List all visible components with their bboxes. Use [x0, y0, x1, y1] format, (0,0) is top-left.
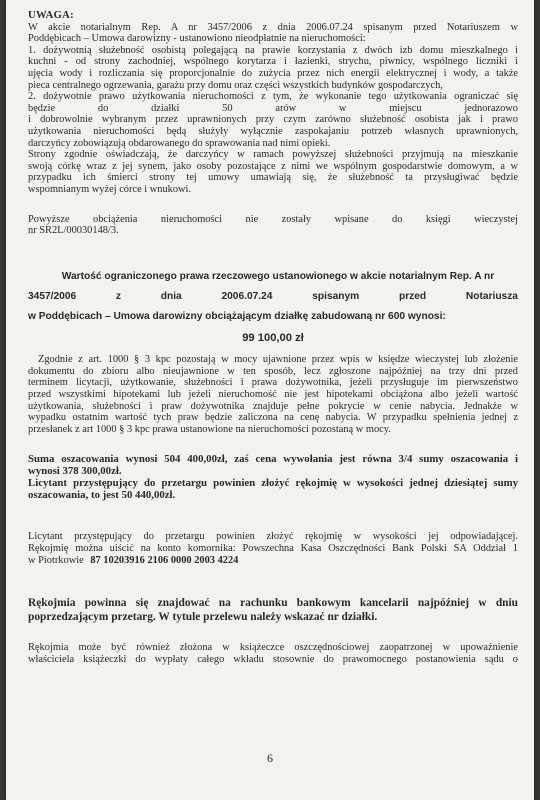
text-line: Zgodnie z art. 1000 § 3 kpc pozostają w mocy ujawnione przez wpis w księdze wieczystej lub złożenie: [38, 354, 518, 366]
text-line: kuchni - od strony zachodniej, wspólnego korytarza i łazienki, strychu, piwnicy, wspólnego liczniki i: [28, 56, 518, 68]
text-line: Suma oszacowania wynosi 504 400,00zł, zaś cena wywołania jest równa 3/4 sumy oszacowania i: [28, 453, 518, 466]
text-line: darczyńcy zobowiązują obdarowanego do sprawowania nad nimi opieki.: [28, 137, 331, 149]
text-line: przesłanek z art 1000 § 3 kpc prawa ustanowione na nieruchomości pozostaną w mocy.: [28, 423, 391, 435]
text-line: wypadku ostatnim wartość tych praw będzie zaliczona na cenę nabycia. W przypadku spełnienia jednej z: [28, 412, 518, 424]
right-value-amount: 99 100,00 zł: [242, 331, 304, 344]
text-line: użytkowania nieruchomości będą służyły wyłącznie zaspokajaniu potrzeb własnych uprawnionych,: [28, 125, 518, 137]
text-line: w Poddębicach – Umowa darowizny obciążającym działkę zabudowaną nr 600 wynosi:: [28, 310, 446, 322]
text-line: nr SR2L/00030148/3.: [28, 225, 119, 237]
text-fragment: w Piotrkowie: [28, 554, 84, 566]
text-line: Powyższe obciążenia nieruchomości nie zostały wpisane do księgi wieczystej: [28, 213, 518, 225]
text-line: pieca centralnego ogrzewania, garażu przy domu oraz części wszystkich budynków gospodarczych,: [28, 79, 443, 91]
text-word: z: [115, 290, 122, 302]
text-line: swoją córkę wraz z jej synem, jako osoby pozostające z nimi we wspólnym gospodarstwie domowym, a w: [28, 160, 518, 172]
text-line: Rękojmia powinna się znajdować na rachunku bankowym kancelarii najpóźniej w dniu: [28, 597, 518, 610]
remark-section: [28, 10, 518, 196]
text-line: Licytant przystępujący do przetargu powinien złożyć rękojmię w wysokości jednej dziesiątej sumy: [28, 477, 518, 490]
text-word: Notariusza: [465, 290, 518, 302]
text-word: przed: [398, 290, 427, 302]
text-line: przypadku ich śmierci strony tej umowy umawiają się, że służebność ta przysługiwać będzie: [28, 172, 518, 184]
deposit-account-section: [28, 531, 518, 566]
legal-basis-section: [28, 354, 518, 435]
text-word: spisanym: [312, 290, 360, 302]
document-content: [28, 10, 518, 665]
text-line: [28, 287, 518, 307]
document-page: [6, 0, 534, 800]
text-line: poprzedzającym przetarg. W tytule przelewu należy wskazać nr działki.: [28, 611, 378, 624]
text-line: będzie do działki 50 arów w miejscu jednorazowo: [28, 102, 518, 114]
text-line: 2. dożywotnie prawo użytkowania nieruchomości z tym, że wykonanie tego użytkowania ograniczać się: [28, 91, 518, 103]
encumbrance-note: [28, 214, 518, 237]
text-line: wspomnianym wyżej córce i wnukowi.: [28, 183, 192, 195]
text-line: i dobrowolnie wybranym przez uprawnionych przy czym zarówno służebność osobista jak i prawo: [28, 114, 518, 126]
text-line: W akcie notarialnym Rep. A nr 3457/2006 z dnia 2006.07.24 spisanym przed Notariuszem w: [28, 21, 518, 33]
text-line: przed wszystkimi hipotekami lub jeżeli nieruchomość nie jest hipotekami obciążona albo jeżeli wartość: [28, 389, 518, 401]
text-word: 2006.07.24: [221, 290, 273, 302]
text-line: właściciela książeczki do wypłaty całego wkładu stosownie do prawomocnego postanowienia sądu o: [28, 653, 518, 665]
text-line: Licytant przystępujący do przetargu powinien złożyć rękojmię w wysokości jej odpowiadającej.: [28, 531, 518, 543]
text-line: oszacowania, to jest 50 440,00zł.: [28, 489, 176, 502]
text-line: dokumentu do zbioru albo nieujawnione w ten sposób, lecz zgłoszone najpóźniej na trzy dni przed: [28, 365, 518, 377]
text-line: użytkowania, służebności i praw dożywotnika znajduje pełne pokrycie w cenie nabycia. Jednakże w: [28, 400, 518, 412]
text-line: Rękojmia może być również złożona w książeczce oszczędnościowej zaopatrzonej w upoważnienie: [28, 642, 518, 654]
text-line: Wartość ograniczonego prawa rzeczowego ustanowionego w akcie notarialnym Rep. A nr: [61, 270, 495, 282]
remark-heading: UWAGA:: [28, 10, 74, 21]
text-word: dnia: [160, 290, 182, 302]
text-line: 1. dożywotnią służebność osobistą polegającą na prawie korzystania z dwóch izb domu mieszkalnego i: [28, 44, 518, 56]
savings-book-section: [28, 642, 518, 665]
valuation-section: [28, 453, 518, 501]
page-number: 6: [267, 751, 273, 765]
text-line: Rękojmię można uiścić na konto komornika: Powszechna Kasa Oszczędności Bank Polski SA Oddział 1: [28, 543, 518, 555]
text-line: wynosi 378 300,00zł.: [28, 465, 122, 478]
text-word: 3457/2006: [28, 290, 77, 302]
text-line: terminem licytacji, użytkowanie, służebności i prawa dożywotnika, jeżeli przysługuje im pierwszeństwo: [28, 377, 518, 389]
text-line: Poddębicach – Umowa darowizny - ustanowiono nieodpłatnie na nieruchomości:: [28, 33, 366, 45]
text-line: Strony zgodnie oświadczają, że darczyńcy w ramach powyższej służebności przyjmują na mieszkanie: [28, 149, 518, 161]
text-line: ujęcia wody i rozliczania się proporcjonalnie do zużycia przez nich energii elektrycznej i wody, a także: [28, 67, 518, 79]
bank-account-number: 87 10203916 2106 0000 2003 4224: [90, 554, 239, 566]
right-value-section: [28, 267, 518, 345]
deposit-deadline-section: [28, 596, 518, 624]
text-line: [28, 555, 518, 567]
